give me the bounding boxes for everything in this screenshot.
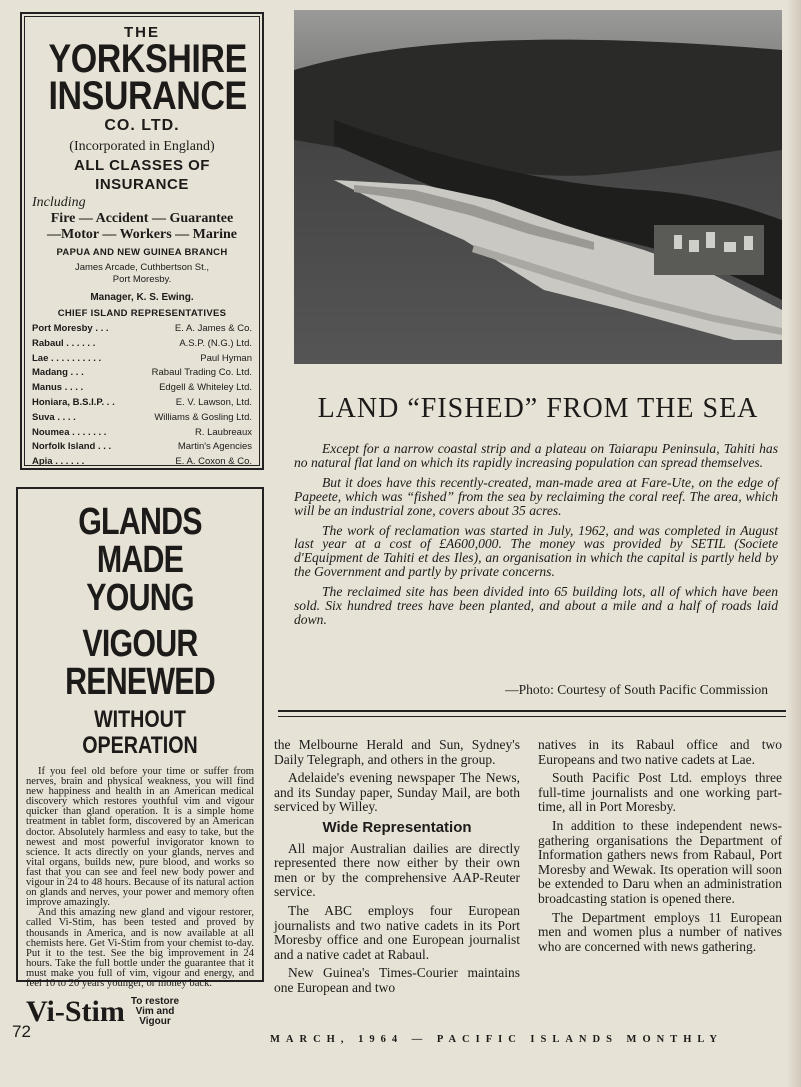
ad-branch: PAPUA AND NEW GUINEA BRANCH — [56, 247, 228, 258]
article-paragraph-3: The work of reclamation was started in July, 1962, and was completed in August last year at a cost of £A600,000. The money was provided by SETIL (Societe d'Equipment de Tahiti et des Iles), an organisation in which the capital is partly held by the Government and partly by private concerns. — [294, 522, 778, 580]
article-paragraph-1: Except for a narrow coastal strip and a plateau on Taiarapu Peninsula, Tahiti has no natural flat land on which its rapidly increasing population can spread themselves. — [294, 441, 778, 470]
column-left — [274, 738, 520, 1000]
ad-company-suffix: CO. LTD. — [104, 117, 180, 134]
article-paragraph-4: The reclaimed site has been divided into 65 building lots, all of which have been sold. Six hundred trees have been planted, and about a mile and a half of roads laid down. — [294, 584, 778, 627]
vistim-body-2: And this amazing new gland and vigour restorer, called Vi-Stim, has been tested and proved by thousands in America, and is now available at all chemists here. Get Vi-Stim from your chemist to-day. Put it to the test. See the big improvement in 24 hours. Take the full bottle under the guarantee that it must make you full of vim, vigour and energy, and feel 10 to 20 years younger, or money back. — [26, 907, 254, 989]
vistim-headline-3: WITHOUT OPERATION — [82, 706, 198, 759]
representative-place: Madang . . . — [32, 367, 84, 379]
representative-row — [32, 426, 252, 441]
representative-row — [32, 455, 252, 470]
ad-address-2: Port Moresby. — [112, 274, 172, 285]
left-paragraph-1: the Melbourne Herald and Sun, Sydney's Daily Telegraph, and others in the group. — [274, 737, 520, 767]
representative-agent: Rabaul Trading Co. Ltd. — [151, 367, 252, 379]
right-paragraph-4: The Department employs 11 European men and women plus a number of natives who are concerned with news gathering. — [538, 909, 782, 954]
photo-credit: —Photo: Courtesy of South Pacific Commission — [505, 682, 768, 697]
vistim-brand: Vi-Stim — [26, 995, 125, 1029]
page-number: 72 — [12, 1022, 31, 1041]
ad-chief-representatives: CHIEF ISLAND REPRESENTATIVES — [57, 308, 227, 319]
aerial-photo-illustration — [294, 10, 782, 364]
ad-the: THE — [124, 24, 160, 41]
ad-including: Including — [32, 195, 86, 210]
representative-agent: E. V. Lawson, Ltd. — [175, 396, 252, 408]
article-paragraph-2: But it does have this recently-created, man-made area at Fare-Ute, on the edge of Papeete, which was “fished” from the sea by reclaiming the coral reef. The area, which will be an industrial zone, covers about 35 acres. — [294, 474, 778, 518]
right-paragraph-2: South Pacific Post Ltd. employs three full-time journalists and one working part-time, all in Port Moresby. — [538, 770, 782, 815]
right-paragraph-3: In addition to these independent news-gathering organisations the Department of Information gathers news from Rabaul, Port Moresby and Wewak. Its operation will soon be extended to Daru when an administration broadcasting station is opened there. — [538, 817, 782, 906]
ad-brand-line-1: YORKSHIRE — [48, 37, 247, 81]
representative-row — [32, 337, 252, 352]
left-paragraph-4: The ABC employs four European journalists and two native cadets in its Port Moresby office and one European journalist and a native cadet at Rabaul. — [274, 902, 520, 962]
representative-agent: Paul Hyman — [200, 352, 252, 364]
representative-agent: R. Laubreaux — [194, 426, 252, 438]
representative-row — [32, 440, 252, 455]
vistim-body-1: If you feel old before your time or suffer from nerves, brain and physical weakness, you will find new happiness and health in an American medical discovery which restores youthful vim and vigour quicker than gland operation. It is a simple home treatment in tablet form, discovered by an American doctor. Absolutely harmless and easy to take, but the newest and most powerful invigorator known to science. It acts directly on your glands, nerves and vital organs, builds new, pure blood, and works so fast that you can see and feel new body power and vigour in 24 to 48 hours. Because of its natural action on glands and nerves, your power and memory often improve amazingly. — [26, 766, 254, 909]
ad-classes-line-1: ALL CLASSES OF — [74, 157, 210, 174]
representative-agent: Edgell & Whiteley Ltd. — [159, 382, 252, 394]
vistim-restore-1: To restore — [130, 996, 180, 1008]
ad-manager: Manager, K. S. Ewing. — [90, 292, 194, 303]
column-right — [538, 738, 782, 958]
representative-agent: Williams & Gosling Ltd. — [154, 411, 252, 423]
vistim-headline-2: VIGOUR RENEWED — [65, 623, 215, 703]
ad-incorporated: (Incorporated in England) — [69, 139, 215, 154]
representative-place: Suva . . . . — [32, 411, 76, 423]
representative-row — [32, 322, 252, 337]
vistim-ad — [16, 487, 264, 1029]
ad-classes-line-2: INSURANCE — [95, 176, 189, 193]
running-footer: MARCH, 1964 — PACIFIC ISLANDS MONTHLY — [270, 1034, 724, 1045]
representative-agent: A.S.P. (N.G.) Ltd. — [179, 337, 252, 349]
ad-lines-1: Fire — Accident — Guarantee — [50, 211, 234, 226]
ad-address-1: James Arcade, Cuthbertson St., — [74, 262, 210, 273]
representative-row — [32, 381, 252, 396]
representatives-list — [32, 322, 252, 470]
article-title: LAND “FISHED” FROM THE SEA — [317, 393, 759, 424]
representative-place: Norfolk Island . . . — [32, 441, 112, 453]
representative-row — [32, 411, 252, 426]
representative-place: Apia . . . . . . — [32, 456, 85, 468]
left-paragraph-2: Adelaide's evening newspaper The News, and its Sunday paper, Sunday Mail, are both serviced by Willey. — [274, 770, 520, 815]
representative-agent: E. A. James & Co. — [174, 323, 252, 334]
divider-rule-top — [278, 710, 786, 712]
vistim-headline-1: GLANDS MADE YOUNG — [78, 501, 202, 619]
vistim-restore — [131, 997, 179, 1027]
representative-agent: E. A. Coxon & Co. — [175, 456, 252, 468]
vistim-footer — [26, 995, 254, 1029]
left-paragraph-3: All major Australian dailies are directly represented there now either by their own men or by the comprehensive AAP-Reuter service. — [274, 840, 520, 900]
ad-lines-2: —Motor — Workers — Marine — [46, 227, 237, 242]
representative-place: Honiara, B.S.I.P. . . — [32, 396, 115, 408]
representative-row — [32, 396, 252, 411]
yorkshire-insurance-ad — [20, 12, 264, 470]
ad-brand-line-2: INSURANCE — [48, 74, 247, 118]
representative-place: Rabaul . . . . . . — [32, 337, 96, 349]
representative-place: Noumea . . . . . . . — [32, 426, 107, 438]
aerial-photo — [294, 10, 782, 364]
representative-place: Port Moresby . . . — [32, 323, 109, 334]
representative-row — [32, 366, 252, 381]
representative-place: Manus . . . . — [32, 382, 84, 394]
section-heading: Wide Representation — [322, 818, 472, 836]
representative-row — [32, 352, 252, 367]
article-body — [294, 442, 778, 633]
right-paragraph-1: natives in its Rabaul office and two Europeans and two native cadets at Lae. — [538, 737, 782, 767]
vistim-restore-3: Vigour — [139, 1016, 171, 1028]
representative-place: Lae . . . . . . . . . . — [32, 352, 102, 364]
left-paragraph-5: New Guinea's Times-Courier maintains one European and two — [274, 965, 520, 995]
representative-agent: Martin's Agencies — [177, 441, 252, 453]
vistim-restore-2: Vim and — [135, 1006, 175, 1018]
divider-rule-bottom — [278, 716, 786, 717]
page-edge-shadow — [787, 0, 801, 1087]
vistim-body — [26, 767, 254, 989]
